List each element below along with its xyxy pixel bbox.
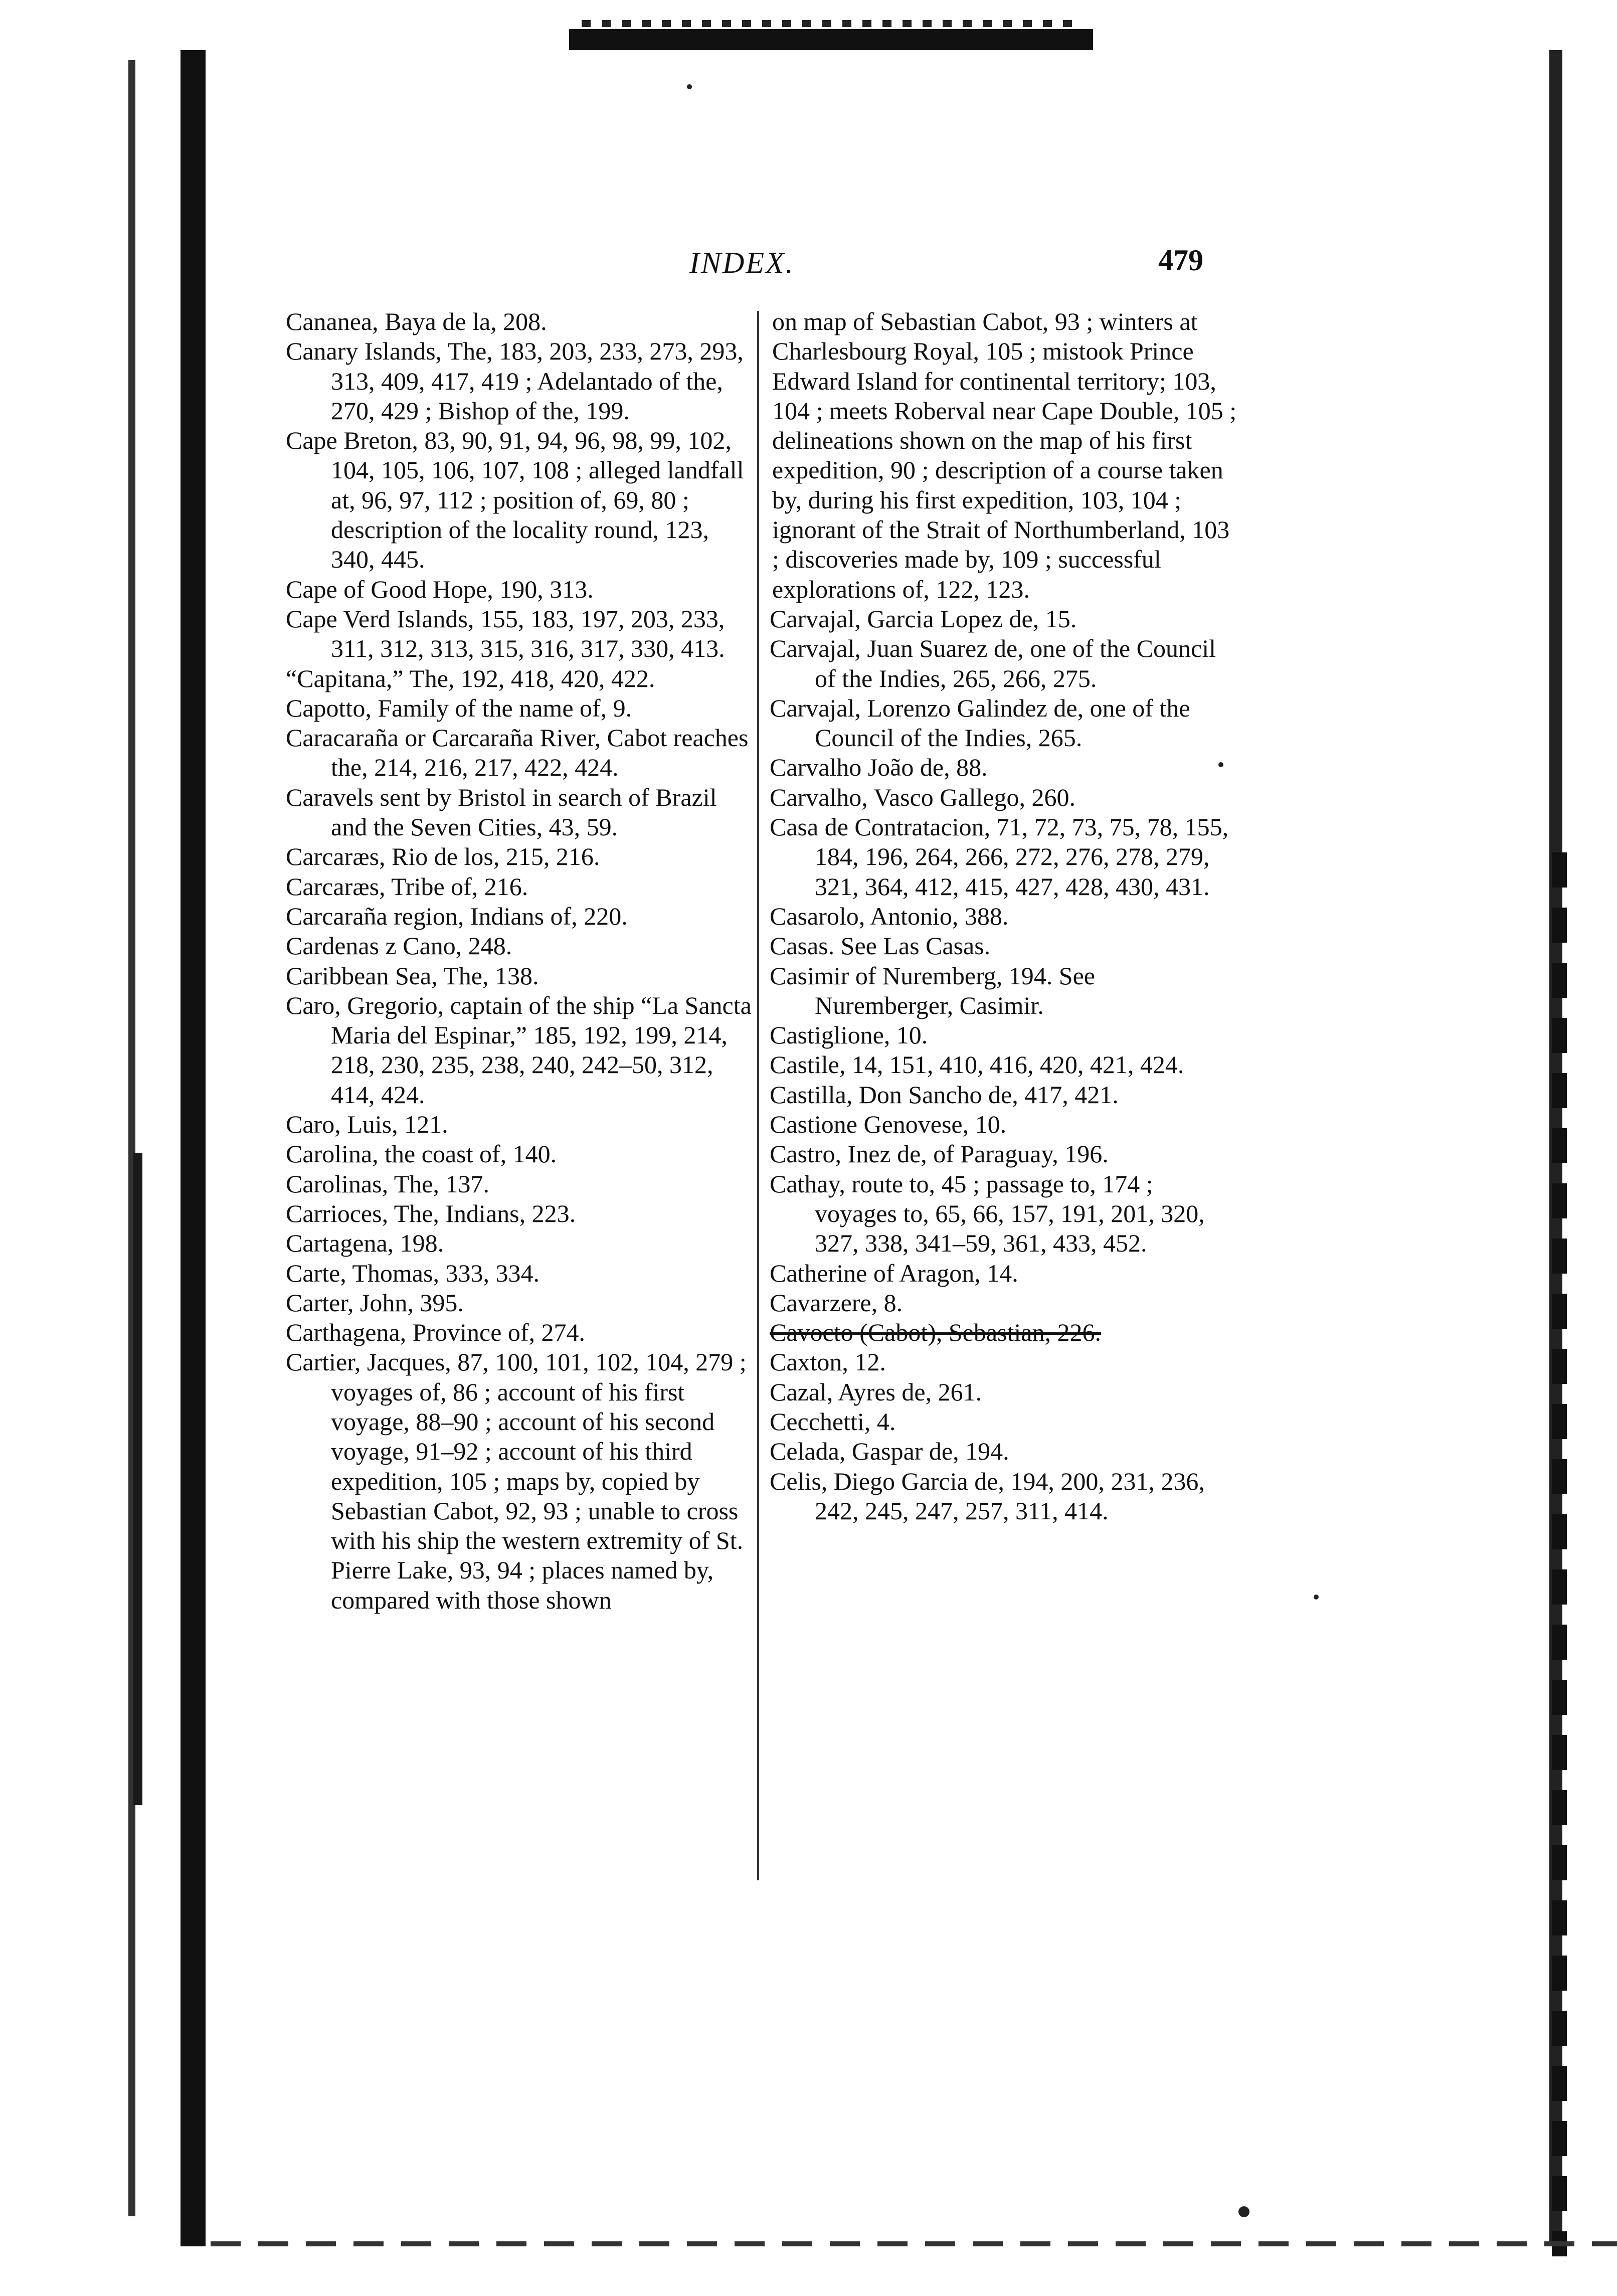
index-entry: Carvalho João de, 88. (770, 753, 988, 782)
index-entry: Carcaraña region, Indians of, 220. (286, 902, 628, 930)
index-entry: Carvajal, Lorenzo Galindez de, one of the Council of the Indies, 265. (770, 693, 1190, 752)
scan-edge-line-left-lower (133, 1153, 142, 1805)
column-divider (757, 311, 759, 1880)
index-entry: Cathay, route to, 45 ; passage to, 174 ; voyages to, 65, 66, 157, 191, 201, 320, 327, 338, 341–59, 361, 433, 452. (770, 1169, 1205, 1258)
index-entry: Carcaræs, Tribe of, 216. (286, 872, 528, 901)
index-entry: Celada, Gaspar de, 194. (770, 1437, 1009, 1466)
page-number: 479 (1158, 244, 1203, 277)
index-entry: Cartagena, 198. (286, 1229, 444, 1258)
index-entry: Castilla, Don Sancho de, 417, 421. (770, 1080, 1119, 1109)
index-entry: Cazal, Ayres de, 261. (770, 1377, 982, 1406)
index-entry: Cartier, Jacques, 87, 100, 101, 102, 104, 279 ; voyages of, 86 ; account of his first voyage, 88–90 ; account of his second voyage, 91–92 ; account of his third expedition, 105 ; maps by, copied by Sebastian Cabot, 92, 93 ; unable to cross with his ship the western extremity of St. Pierre Lake, 93, 94 ; places named by, compared with those shown (286, 1348, 747, 1614)
index-entry: Castiglione, 10. (770, 1021, 928, 1049)
index-entry: “Capitana,” The, 192, 418, 420, 422. (286, 664, 655, 692)
index-entry: Casimir of Nuremberg, 194. See Nuremberger, Casimir. (770, 961, 1095, 1019)
scan-speck (687, 84, 692, 89)
index-entry: Carrioces, The, Indians, 223. (286, 1199, 576, 1227)
index-entry: Carcaræs, Rio de los, 215, 216. (286, 842, 600, 871)
index-entry: Carthagena, Province of, 274. (286, 1318, 586, 1347)
index-entry: Canary Islands, The, 183, 203, 233, 273, 293, 313, 409, 417, 419 ; Adelantado of the, 270, 429 ; Bishop of the, 199. (286, 337, 744, 425)
index-entry: Cecchetti, 4. (770, 1407, 896, 1436)
index-entry: Cardenas z Cano, 248. (286, 932, 512, 960)
index-entry: Caxton, 12. (770, 1348, 886, 1376)
scan-edge-line-left (128, 60, 135, 2216)
running-title: INDEX. (689, 246, 795, 279)
index-entry: Carte, Thomas, 333, 334. (286, 1259, 540, 1287)
index-entry: Capotto, Family of the name of, 9. (286, 693, 632, 722)
index-entry: Carolinas, The, 137. (286, 1169, 489, 1198)
index-entry: Carvajal, Garcia Lopez de, 15. (770, 604, 1077, 633)
index-entry: Catherine of Aragon, 14. (770, 1259, 1018, 1287)
index-entry: Cavarzere, 8. (770, 1288, 903, 1317)
index-entry-struck-through: Cavocto (Cabot), Sebastian, 226. (770, 1318, 1101, 1347)
scan-edge-noise-right (1552, 852, 1567, 2256)
scan-binding-shadow-left (181, 50, 206, 2246)
index-entry: Cape Breton, 83, 90, 91, 94, 96, 98, 99, 102, 104, 105, 106, 107, 108 ; alleged landfall at, 96, 97, 112 ; position of, 69, 80 ; description of the locality round, 123, 340, 445. (286, 426, 744, 574)
index-entry: Cape of Good Hope, 190, 313. (286, 575, 594, 603)
index-entry: Carvajal, Juan Suarez de, one of the Council of the Indies, 265, 266, 275. (770, 634, 1216, 692)
index-entry: Caro, Gregorio, captain of the ship “La Sancta Maria del Espinar,” 185, 192, 199, 214, 218, 230, 235, 238, 240, 242–50, 312, 414, 424. (286, 991, 752, 1109)
index-entry: Carolina, the coast of, 140. (286, 1140, 557, 1168)
index-entry: Castione Genovese, 10. (770, 1110, 1007, 1139)
index-entry: Cape Verd Islands, 155, 183, 197, 203, 233, 311, 312, 313, 315, 316, 317, 330, 413. (286, 604, 725, 663)
index-entry: Carter, John, 395. (286, 1288, 464, 1317)
scan-noise-top (582, 20, 1078, 27)
index-entry: Casarolo, Antonio, 388. (770, 902, 1009, 930)
scan-black-bar-top (569, 29, 1093, 50)
index-entry: Celis, Diego Garcia de, 194, 200, 231, 236, 242, 245, 247, 257, 311, 414. (770, 1467, 1205, 1525)
index-entry: Caravels sent by Bristol in search of Brazil and the Seven Cities, 43, 59. (286, 783, 717, 841)
index-entry: Caribbean Sea, The, 138. (286, 961, 539, 990)
index-entry-continuation: on map of Sebastian Cabot, 93 ; winters at Charlesbourg Royal, 105 ; mistook Prince Edward Island for continental territory; 103, 104 ; meets Roberval near Cape Double, 105 ; delineations shown on the map of his first expedition, 90 ; description of a course taken by, during his first expedition, 103, 104 ; ignorant of the Strait of Northumberland, 103 ; discoveries made by, 109 ; successful explorations of, 122, 123. (772, 307, 1237, 603)
index-entry: Casa de Contratacion, 71, 72, 73, 75, 78, 155, 184, 196, 264, 266, 272, 276, 278, 279, 321, 364, 412, 415, 427, 428, 430, 431. (770, 813, 1229, 901)
scan-speck (1238, 2206, 1249, 2217)
scan-edge-line-bottom (211, 2241, 1617, 2246)
index-entry: Castro, Inez de, of Paraguay, 196. (770, 1140, 1109, 1168)
index-entry: Cananea, Baya de la, 208. (286, 307, 547, 335)
index-column-left (286, 307, 755, 1615)
index-entry: Caro, Luis, 121. (286, 1110, 448, 1139)
index-entry: Castile, 14, 151, 410, 416, 420, 421, 424. (770, 1050, 1184, 1079)
index-entry: Carvalho, Vasco Gallego, 260. (770, 783, 1076, 811)
index-entry: Caracaraña or Carcaraña River, Cabot reaches the, 214, 216, 217, 422, 424. (286, 724, 749, 782)
index-entry: Casas. See Las Casas. (770, 932, 991, 960)
index-column-right (770, 307, 1238, 1526)
scan-speck (1314, 1595, 1319, 1600)
